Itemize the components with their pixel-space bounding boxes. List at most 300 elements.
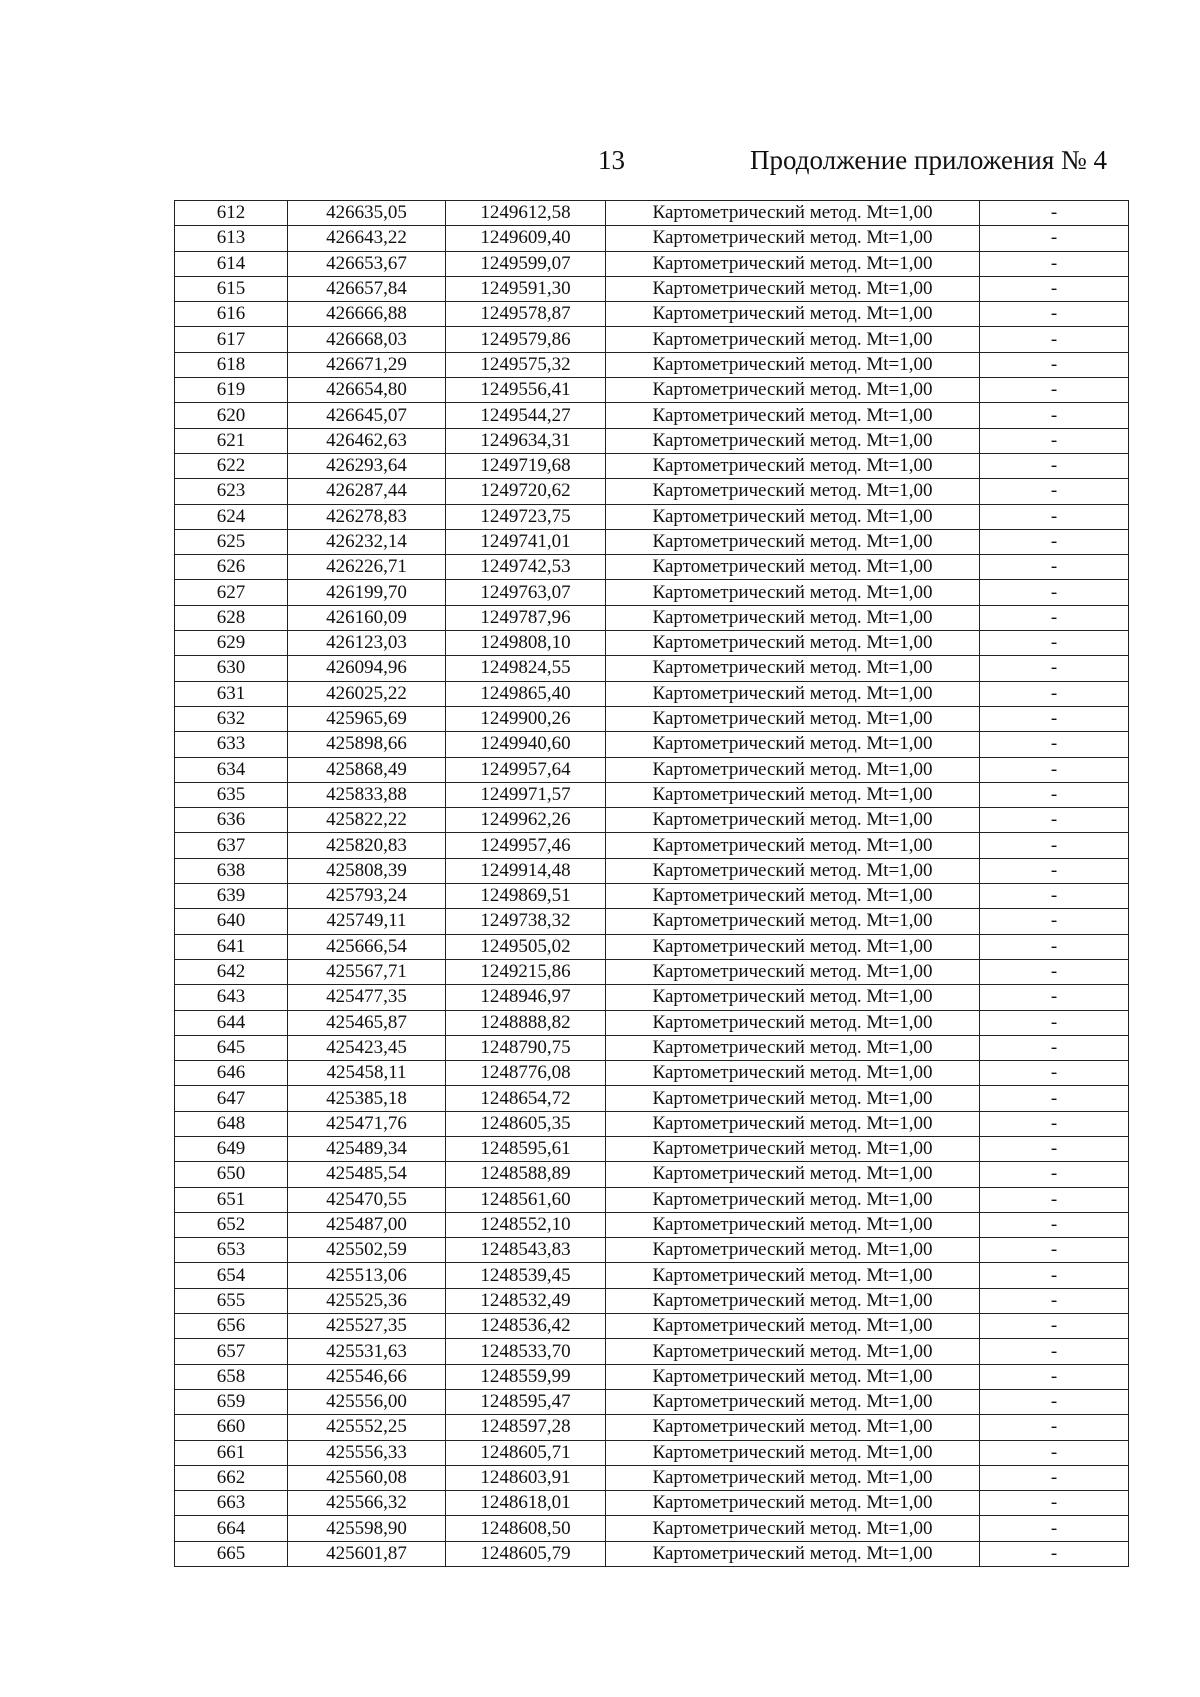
point-number-cell: 660 <box>175 1415 288 1440</box>
table-row <box>175 580 1129 605</box>
x-coordinate-cell: 425423,45 <box>288 1035 446 1060</box>
table-row <box>175 378 1129 403</box>
x-coordinate-cell: 426635,05 <box>288 201 446 226</box>
point-number-cell: 629 <box>175 631 288 656</box>
table-row <box>175 833 1129 858</box>
table-row <box>175 732 1129 757</box>
y-coordinate-cell: 1248559,99 <box>446 1364 606 1389</box>
y-coordinate-cell: 1248533,70 <box>446 1339 606 1364</box>
note-cell: - <box>980 959 1129 984</box>
y-coordinate-cell: 1248595,47 <box>446 1389 606 1414</box>
point-number-cell: 657 <box>175 1339 288 1364</box>
note-cell: - <box>980 1212 1129 1237</box>
point-number-cell: 646 <box>175 1061 288 1086</box>
x-coordinate-cell: 425385,18 <box>288 1086 446 1111</box>
method-cell: Картометрический метод. Mt=1,00 <box>606 276 980 301</box>
x-coordinate-cell: 425833,88 <box>288 782 446 807</box>
method-cell: Картометрический метод. Mt=1,00 <box>606 529 980 554</box>
method-cell: Картометрический метод. Mt=1,00 <box>606 656 980 681</box>
x-coordinate-cell: 425556,33 <box>288 1440 446 1465</box>
note-cell: - <box>980 1061 1129 1086</box>
y-coordinate-cell: 1249634,31 <box>446 428 606 453</box>
y-coordinate-cell: 1248603,91 <box>446 1465 606 1490</box>
method-cell: Картометрический метод. Mt=1,00 <box>606 1389 980 1414</box>
y-coordinate-cell: 1249578,87 <box>446 302 606 327</box>
table-row <box>175 757 1129 782</box>
note-cell: - <box>980 985 1129 1010</box>
point-number-cell: 622 <box>175 453 288 478</box>
x-coordinate-cell: 426671,29 <box>288 352 446 377</box>
y-coordinate-cell: 1248532,49 <box>446 1288 606 1313</box>
note-cell: - <box>980 757 1129 782</box>
table-row <box>175 1364 1129 1389</box>
y-coordinate-cell: 1249869,51 <box>446 884 606 909</box>
y-coordinate-cell: 1248597,28 <box>446 1415 606 1440</box>
table-row <box>175 1541 1129 1566</box>
point-number-cell: 656 <box>175 1314 288 1339</box>
y-coordinate-cell: 1248605,79 <box>446 1541 606 1566</box>
x-coordinate-cell: 425793,24 <box>288 884 446 909</box>
table-row <box>175 959 1129 984</box>
note-cell: - <box>980 504 1129 529</box>
point-number-cell: 613 <box>175 226 288 251</box>
table-row <box>175 909 1129 934</box>
x-coordinate-cell: 425965,69 <box>288 706 446 731</box>
table-row <box>175 1314 1129 1339</box>
x-coordinate-cell: 426123,03 <box>288 631 446 656</box>
note-cell: - <box>980 1162 1129 1187</box>
y-coordinate-cell: 1249505,02 <box>446 934 606 959</box>
table-row <box>175 479 1129 504</box>
method-cell: Картометрический метод. Mt=1,00 <box>606 504 980 529</box>
table-row <box>175 1162 1129 1187</box>
table-row <box>175 403 1129 428</box>
method-cell: Картометрический метод. Mt=1,00 <box>606 1415 980 1440</box>
point-number-cell: 628 <box>175 605 288 630</box>
x-coordinate-cell: 425502,59 <box>288 1238 446 1263</box>
method-cell: Картометрический метод. Mt=1,00 <box>606 706 980 731</box>
method-cell: Картометрический метод. Mt=1,00 <box>606 1061 980 1086</box>
table-row <box>175 1465 1129 1490</box>
table-row <box>175 1010 1129 1035</box>
note-cell: - <box>980 428 1129 453</box>
method-cell: Картометрический метод. Mt=1,00 <box>606 580 980 605</box>
point-number-cell: 648 <box>175 1111 288 1136</box>
method-cell: Картометрический метод. Mt=1,00 <box>606 884 980 909</box>
y-coordinate-cell: 1249720,62 <box>446 479 606 504</box>
note-cell: - <box>980 1035 1129 1060</box>
note-cell: - <box>980 884 1129 909</box>
note-cell: - <box>980 1339 1129 1364</box>
y-coordinate-cell: 1248595,61 <box>446 1136 606 1161</box>
x-coordinate-cell: 425598,90 <box>288 1516 446 1541</box>
y-coordinate-cell: 1249599,07 <box>446 251 606 276</box>
note-cell: - <box>980 1415 1129 1440</box>
method-cell: Картометрический метод. Mt=1,00 <box>606 1541 980 1566</box>
y-coordinate-cell: 1248888,82 <box>446 1010 606 1035</box>
point-number-cell: 637 <box>175 833 288 858</box>
y-coordinate-cell: 1249957,46 <box>446 833 606 858</box>
point-number-cell: 645 <box>175 1035 288 1060</box>
x-coordinate-cell: 426666,88 <box>288 302 446 327</box>
note-cell: - <box>980 1440 1129 1465</box>
point-number-cell: 636 <box>175 808 288 833</box>
y-coordinate-cell: 1249612,58 <box>446 201 606 226</box>
note-cell: - <box>980 352 1129 377</box>
y-coordinate-cell: 1249971,57 <box>446 782 606 807</box>
x-coordinate-cell: 425487,00 <box>288 1212 446 1237</box>
table-row <box>175 706 1129 731</box>
y-coordinate-cell: 1249914,48 <box>446 858 606 883</box>
table-row <box>175 656 1129 681</box>
table-row <box>175 352 1129 377</box>
table-row <box>175 1288 1129 1313</box>
table-row <box>175 302 1129 327</box>
note-cell: - <box>980 479 1129 504</box>
y-coordinate-cell: 1249808,10 <box>446 631 606 656</box>
x-coordinate-cell: 426025,22 <box>288 681 446 706</box>
note-cell: - <box>980 201 1129 226</box>
note-cell: - <box>980 302 1129 327</box>
table-row <box>175 884 1129 909</box>
point-number-cell: 619 <box>175 378 288 403</box>
table-row <box>175 1516 1129 1541</box>
point-number-cell: 654 <box>175 1263 288 1288</box>
y-coordinate-cell: 1249957,64 <box>446 757 606 782</box>
method-cell: Картометрический метод. Mt=1,00 <box>606 631 980 656</box>
method-cell: Картометрический метод. Mt=1,00 <box>606 378 980 403</box>
note-cell: - <box>980 251 1129 276</box>
point-number-cell: 621 <box>175 428 288 453</box>
point-number-cell: 653 <box>175 1238 288 1263</box>
x-coordinate-cell: 426643,22 <box>288 226 446 251</box>
y-coordinate-cell: 1248552,10 <box>446 1212 606 1237</box>
note-cell: - <box>980 403 1129 428</box>
method-cell: Картометрический метод. Mt=1,00 <box>606 1314 980 1339</box>
method-cell: Картометрический метод. Mt=1,00 <box>606 327 980 352</box>
y-coordinate-cell: 1248946,97 <box>446 985 606 1010</box>
method-cell: Картометрический метод. Mt=1,00 <box>606 605 980 630</box>
table-row <box>175 226 1129 251</box>
table-row <box>175 276 1129 301</box>
note-cell: - <box>980 529 1129 554</box>
note-cell: - <box>980 782 1129 807</box>
point-number-cell: 655 <box>175 1288 288 1313</box>
method-cell: Картометрический метод. Mt=1,00 <box>606 909 980 934</box>
note-cell: - <box>980 1516 1129 1541</box>
x-coordinate-cell: 425601,87 <box>288 1541 446 1566</box>
method-cell: Картометрический метод. Mt=1,00 <box>606 1491 980 1516</box>
x-coordinate-cell: 426199,70 <box>288 580 446 605</box>
method-cell: Картометрический метод. Mt=1,00 <box>606 479 980 504</box>
point-number-cell: 623 <box>175 479 288 504</box>
x-coordinate-cell: 425898,66 <box>288 732 446 757</box>
note-cell: - <box>980 1314 1129 1339</box>
method-cell: Картометрический метод. Mt=1,00 <box>606 403 980 428</box>
point-number-cell: 661 <box>175 1440 288 1465</box>
page-number: 13 <box>598 145 625 175</box>
point-number-cell: 630 <box>175 656 288 681</box>
y-coordinate-cell: 1249787,96 <box>446 605 606 630</box>
note-cell: - <box>980 605 1129 630</box>
x-coordinate-cell: 426654,80 <box>288 378 446 403</box>
x-coordinate-cell: 426226,71 <box>288 555 446 580</box>
x-coordinate-cell: 425477,35 <box>288 985 446 1010</box>
note-cell: - <box>980 378 1129 403</box>
y-coordinate-cell: 1248618,01 <box>446 1491 606 1516</box>
table-row <box>175 1035 1129 1060</box>
point-number-cell: 649 <box>175 1136 288 1161</box>
y-coordinate-cell: 1249962,26 <box>446 808 606 833</box>
table-row <box>175 1136 1129 1161</box>
note-cell: - <box>980 1288 1129 1313</box>
y-coordinate-cell: 1249544,27 <box>446 403 606 428</box>
point-number-cell: 640 <box>175 909 288 934</box>
table-row <box>175 985 1129 1010</box>
note-cell: - <box>980 1086 1129 1111</box>
table-row <box>175 1111 1129 1136</box>
x-coordinate-cell: 426668,03 <box>288 327 446 352</box>
point-number-cell: 652 <box>175 1212 288 1237</box>
x-coordinate-cell: 425471,76 <box>288 1111 446 1136</box>
y-coordinate-cell: 1248543,83 <box>446 1238 606 1263</box>
table-row <box>175 201 1129 226</box>
method-cell: Картометрический метод. Mt=1,00 <box>606 1339 980 1364</box>
table-row <box>175 934 1129 959</box>
appendix-continuation-title: Продолжение приложения № 4 <box>750 145 1108 175</box>
method-cell: Картометрический метод. Mt=1,00 <box>606 1516 980 1541</box>
method-cell: Картометрический метод. Mt=1,00 <box>606 1136 980 1161</box>
method-cell: Картометрический метод. Mt=1,00 <box>606 833 980 858</box>
note-cell: - <box>980 1541 1129 1566</box>
x-coordinate-cell: 426287,44 <box>288 479 446 504</box>
x-coordinate-cell: 425485,54 <box>288 1162 446 1187</box>
point-number-cell: 615 <box>175 276 288 301</box>
method-cell: Картометрический метод. Mt=1,00 <box>606 757 980 782</box>
y-coordinate-cell: 1248790,75 <box>446 1035 606 1060</box>
y-coordinate-cell: 1249763,07 <box>446 580 606 605</box>
x-coordinate-cell: 426232,14 <box>288 529 446 554</box>
note-cell: - <box>980 1364 1129 1389</box>
table-row <box>175 1339 1129 1364</box>
table-row <box>175 1238 1129 1263</box>
method-cell: Картометрический метод. Mt=1,00 <box>606 428 980 453</box>
y-coordinate-cell: 1249723,75 <box>446 504 606 529</box>
note-cell: - <box>980 909 1129 934</box>
method-cell: Картометрический метод. Mt=1,00 <box>606 934 980 959</box>
x-coordinate-cell: 425666,54 <box>288 934 446 959</box>
table-row <box>175 631 1129 656</box>
table-row <box>175 808 1129 833</box>
y-coordinate-cell: 1248776,08 <box>446 1061 606 1086</box>
method-cell: Картометрический метод. Mt=1,00 <box>606 555 980 580</box>
method-cell: Картометрический метод. Mt=1,00 <box>606 732 980 757</box>
note-cell: - <box>980 631 1129 656</box>
method-cell: Картометрический метод. Mt=1,00 <box>606 352 980 377</box>
x-coordinate-cell: 426645,07 <box>288 403 446 428</box>
table-row <box>175 555 1129 580</box>
point-number-cell: 627 <box>175 580 288 605</box>
point-number-cell: 632 <box>175 706 288 731</box>
method-cell: Картометрический метод. Mt=1,00 <box>606 681 980 706</box>
method-cell: Картометрический метод. Mt=1,00 <box>606 1086 980 1111</box>
y-coordinate-cell: 1249865,40 <box>446 681 606 706</box>
x-coordinate-cell: 425749,11 <box>288 909 446 934</box>
table-row <box>175 1263 1129 1288</box>
point-number-cell: 635 <box>175 782 288 807</box>
x-coordinate-cell: 426462,63 <box>288 428 446 453</box>
x-coordinate-cell: 425513,06 <box>288 1263 446 1288</box>
x-coordinate-cell: 426278,83 <box>288 504 446 529</box>
table-row <box>175 453 1129 478</box>
y-coordinate-cell: 1248588,89 <box>446 1162 606 1187</box>
method-cell: Картометрический метод. Mt=1,00 <box>606 1010 980 1035</box>
y-coordinate-cell: 1248536,42 <box>446 1314 606 1339</box>
x-coordinate-cell: 426657,84 <box>288 276 446 301</box>
table-row <box>175 858 1129 883</box>
table-row <box>175 1389 1129 1414</box>
point-number-cell: 658 <box>175 1364 288 1389</box>
method-cell: Картометрический метод. Mt=1,00 <box>606 1212 980 1237</box>
table-row <box>175 1491 1129 1516</box>
point-number-cell: 650 <box>175 1162 288 1187</box>
point-number-cell: 616 <box>175 302 288 327</box>
point-number-cell: 612 <box>175 201 288 226</box>
method-cell: Картометрический метод. Mt=1,00 <box>606 985 980 1010</box>
y-coordinate-cell: 1248605,71 <box>446 1440 606 1465</box>
method-cell: Картометрический метод. Mt=1,00 <box>606 1440 980 1465</box>
table-row <box>175 1086 1129 1111</box>
point-number-cell: 651 <box>175 1187 288 1212</box>
x-coordinate-cell: 425470,55 <box>288 1187 446 1212</box>
y-coordinate-cell: 1248654,72 <box>446 1086 606 1111</box>
method-cell: Картометрический метод. Mt=1,00 <box>606 1263 980 1288</box>
table-row <box>175 327 1129 352</box>
table-row <box>175 251 1129 276</box>
point-number-cell: 633 <box>175 732 288 757</box>
note-cell: - <box>980 1263 1129 1288</box>
point-number-cell: 644 <box>175 1010 288 1035</box>
table-row <box>175 1440 1129 1465</box>
method-cell: Картометрический метод. Mt=1,00 <box>606 1465 980 1490</box>
x-coordinate-cell: 425808,39 <box>288 858 446 883</box>
method-cell: Картометрический метод. Mt=1,00 <box>606 1111 980 1136</box>
x-coordinate-cell: 426653,67 <box>288 251 446 276</box>
y-coordinate-cell: 1249900,26 <box>446 706 606 731</box>
note-cell: - <box>980 934 1129 959</box>
point-number-cell: 625 <box>175 529 288 554</box>
x-coordinate-cell: 425566,32 <box>288 1491 446 1516</box>
table-row <box>175 681 1129 706</box>
method-cell: Картометрический метод. Mt=1,00 <box>606 808 980 833</box>
point-number-cell: 620 <box>175 403 288 428</box>
table-row <box>175 504 1129 529</box>
x-coordinate-cell: 425567,71 <box>288 959 446 984</box>
method-cell: Картометрический метод. Mt=1,00 <box>606 858 980 883</box>
point-number-cell: 639 <box>175 884 288 909</box>
y-coordinate-cell: 1249940,60 <box>446 732 606 757</box>
x-coordinate-cell: 426094,96 <box>288 656 446 681</box>
note-cell: - <box>980 1111 1129 1136</box>
method-cell: Картометрический метод. Mt=1,00 <box>606 226 980 251</box>
y-coordinate-cell: 1249579,86 <box>446 327 606 352</box>
method-cell: Картометрический метод. Mt=1,00 <box>606 1035 980 1060</box>
point-number-cell: 638 <box>175 858 288 883</box>
y-coordinate-cell: 1249609,40 <box>446 226 606 251</box>
point-number-cell: 626 <box>175 555 288 580</box>
note-cell: - <box>980 276 1129 301</box>
x-coordinate-cell: 425527,35 <box>288 1314 446 1339</box>
table-row <box>175 529 1129 554</box>
note-cell: - <box>980 327 1129 352</box>
x-coordinate-cell: 425556,00 <box>288 1389 446 1414</box>
y-coordinate-cell: 1249738,32 <box>446 909 606 934</box>
note-cell: - <box>980 858 1129 883</box>
y-coordinate-cell: 1249742,53 <box>446 555 606 580</box>
note-cell: - <box>980 1389 1129 1414</box>
y-coordinate-cell: 1249824,55 <box>446 656 606 681</box>
y-coordinate-cell: 1248561,60 <box>446 1187 606 1212</box>
y-coordinate-cell: 1249719,68 <box>446 453 606 478</box>
point-number-cell: 618 <box>175 352 288 377</box>
note-cell: - <box>980 1238 1129 1263</box>
method-cell: Картометрический метод. Mt=1,00 <box>606 251 980 276</box>
table-row <box>175 1415 1129 1440</box>
x-coordinate-cell: 426293,64 <box>288 453 446 478</box>
method-cell: Картометрический метод. Mt=1,00 <box>606 1238 980 1263</box>
table-row <box>175 605 1129 630</box>
note-cell: - <box>980 1136 1129 1161</box>
note-cell: - <box>980 580 1129 605</box>
x-coordinate-cell: 425868,49 <box>288 757 446 782</box>
point-number-cell: 642 <box>175 959 288 984</box>
x-coordinate-cell: 425465,87 <box>288 1010 446 1035</box>
x-coordinate-cell: 425525,36 <box>288 1288 446 1313</box>
point-number-cell: 631 <box>175 681 288 706</box>
table-row <box>175 782 1129 807</box>
point-number-cell: 641 <box>175 934 288 959</box>
point-number-cell: 647 <box>175 1086 288 1111</box>
method-cell: Картометрический метод. Mt=1,00 <box>606 959 980 984</box>
x-coordinate-cell: 425560,08 <box>288 1465 446 1490</box>
y-coordinate-cell: 1249591,30 <box>446 276 606 301</box>
x-coordinate-cell: 426160,09 <box>288 605 446 630</box>
x-coordinate-cell: 425552,25 <box>288 1415 446 1440</box>
point-number-cell: 643 <box>175 985 288 1010</box>
point-number-cell: 664 <box>175 1516 288 1541</box>
table-row <box>175 1187 1129 1212</box>
method-cell: Картометрический метод. Mt=1,00 <box>606 1187 980 1212</box>
point-number-cell: 614 <box>175 251 288 276</box>
y-coordinate-cell: 1249741,01 <box>446 529 606 554</box>
x-coordinate-cell: 425458,11 <box>288 1061 446 1086</box>
method-cell: Картометрический метод. Mt=1,00 <box>606 201 980 226</box>
point-number-cell: 634 <box>175 757 288 782</box>
note-cell: - <box>980 453 1129 478</box>
coordinates-table-body <box>175 201 1129 1567</box>
y-coordinate-cell: 1248539,45 <box>446 1263 606 1288</box>
note-cell: - <box>980 1465 1129 1490</box>
y-coordinate-cell: 1248605,35 <box>446 1111 606 1136</box>
method-cell: Картометрический метод. Mt=1,00 <box>606 1162 980 1187</box>
point-number-cell: 662 <box>175 1465 288 1490</box>
method-cell: Картометрический метод. Mt=1,00 <box>606 1288 980 1313</box>
point-number-cell: 665 <box>175 1541 288 1566</box>
y-coordinate-cell: 1249215,86 <box>446 959 606 984</box>
method-cell: Картометрический метод. Mt=1,00 <box>606 1364 980 1389</box>
x-coordinate-cell: 425822,22 <box>288 808 446 833</box>
method-cell: Картометрический метод. Mt=1,00 <box>606 453 980 478</box>
